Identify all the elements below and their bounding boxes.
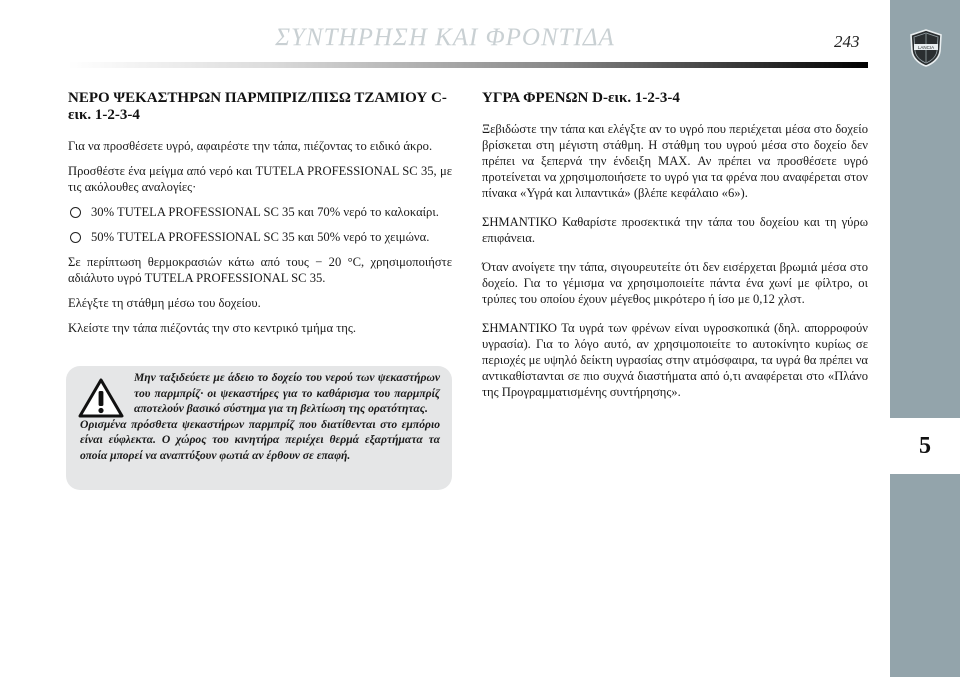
paragraph: Όταν ανοίγετε την τάπα, σιγουρευτείτε ότι δεν εισέρχεται βρωμιά μέσα στο δοχείο. Για το γέμισμα να χρησιμοποιείτε πάντα ένα χωνί με φίλτρο, οι τρύπες του οποίου έχουν μέγεθος μικρότερο ή ίσο με 0,12 χλστ. [482,260,868,306]
paragraph: ΣΗΜΑΝΤΙΚΟ Καθαρίστε προσεκτικά την τάπα του δοχείου και τη γύρω επιφάνεια. [482,215,868,245]
paragraph: Για να προσθέσετε υγρό, αφαιρέστε την τάπα, πιέζοντας το ειδικό άκρο. [68,139,433,153]
chapter-sidebar [890,0,960,677]
bullet-circle-icon [70,232,81,243]
left-column [68,90,452,345]
chapter-tab-number[interactable]: 5 [890,418,960,474]
list-item-text: 50% TUTELA PROFESSIONAL SC 35 και 50% νερό το χειμώνα. [91,230,430,244]
paragraph: Σε περίπτωση θερμοκρασιών κάτω από τους − 20 °C, χρησιμοποιήστε αδιάλυτο υγρό TUTELA PROFESSIONAL SC 35. [68,255,452,285]
list-item-text: 30% TUTELA PROFESSIONAL SC 35 και 70% νερό το καλοκαίρι. [91,205,439,219]
header-rule [68,62,868,68]
paragraph: Κλείστε την τάπα πιέζοντάς την στο κεντρικό τμήμα της. [68,321,357,335]
bullet-circle-icon [70,207,81,218]
svg-text:LANCIA: LANCIA [917,45,935,50]
brake-fluid-heading: ΥΓΡΑ ΦΡΕΝΩΝ D-εικ. 1-2-3-4 [482,90,680,106]
washer-fluid-heading: ΝΕΡΟ ΨΕΚΑΣΤΗΡΩΝ ΠΑΡΜΠΡΙΖ/ΠΙΣΩ ΤΖΑΜΙΟΥ C-εικ. 1-2-3-4 [68,90,447,123]
list-item [68,229,452,245]
lancia-logo-icon [909,29,943,67]
list-item [68,204,452,220]
warning-paragraph-2: Ορισμένα πρόσθετα ψεκαστήρων παρμπρίζ που διατίθενται στο εμπόριο είναι εύφλεκτα. Ο χώρος του κινητήρα περιέχει θερμά εξαρτήματα τα οποία μπορεί να αναπτύξουν φωτιά αν έρθουν σε επαφή. [80,417,440,462]
warning-paragraph-1: Μην ταξιδεύετε με άδειο το δοχείο του νερού των ψεκαστήρων του παρμπρίζ· οι ψεκαστήρες για το καθάρισμα του παρμπρίζ αποτελούν βασικό σύστημα για τη βελτίωση της ορατότητας. [134,371,440,415]
paragraph: Ελέγξτε τη στάθμη μέσω του δοχείου. [68,296,261,310]
paragraph: Ξεβιδώστε την τάπα και ελέγξτε αν το υγρό που περιέχεται μέσα στο δοχείο βρίσκεται στη μέγιστη στάθμη. Η στάθμη του υγρού μέσα στο δοχείο δεν πρέπει να ξεπερνά την ένδειξη MAX. Αν πρέπει να προσθέσετε υγρό προτείνεται να χρησιμοποιήσετε το υγρό για τα φρένα που αναφέρεται στον πίνακα «Υγρά και λιπαντικά» (βλέπε κεφάλαιο «6»). [482,122,868,200]
right-column [482,90,868,413]
paragraph: ΣΗΜΑΝΤΙΚΟ Τα υγρά των φρένων είναι υγροσκοπικά (δηλ. απορροφούν υγρασία). Για το λόγο αυτό, αν χρησιμοποιείτε το αυτοκίνητο κυρίως σε περιοχές με υψηλό δείκτη υγρασίας στην ατμόσφαιρα, τα υγρά θα πρέπει να αντικαθίστανται σε πιο συχνά διαστήματα από ό,τι αναφέρεται στο «Πλάνο της Προγραμματισμένης συντήρησης». [482,321,868,399]
paragraph: Προσθέστε ένα μείγμα από νερό και TUTELA PROFESSIONAL SC 35, με τις ακόλουθες αναλογίες· [68,164,452,194]
warning-box [66,366,452,490]
warning-text [80,370,440,463]
section-title: ΣΥΝΤΗΡΗΣΗ ΚΑΙ ΦΡΟΝΤΙΔΑ [275,24,615,51]
page-number: 243 [834,32,860,51]
